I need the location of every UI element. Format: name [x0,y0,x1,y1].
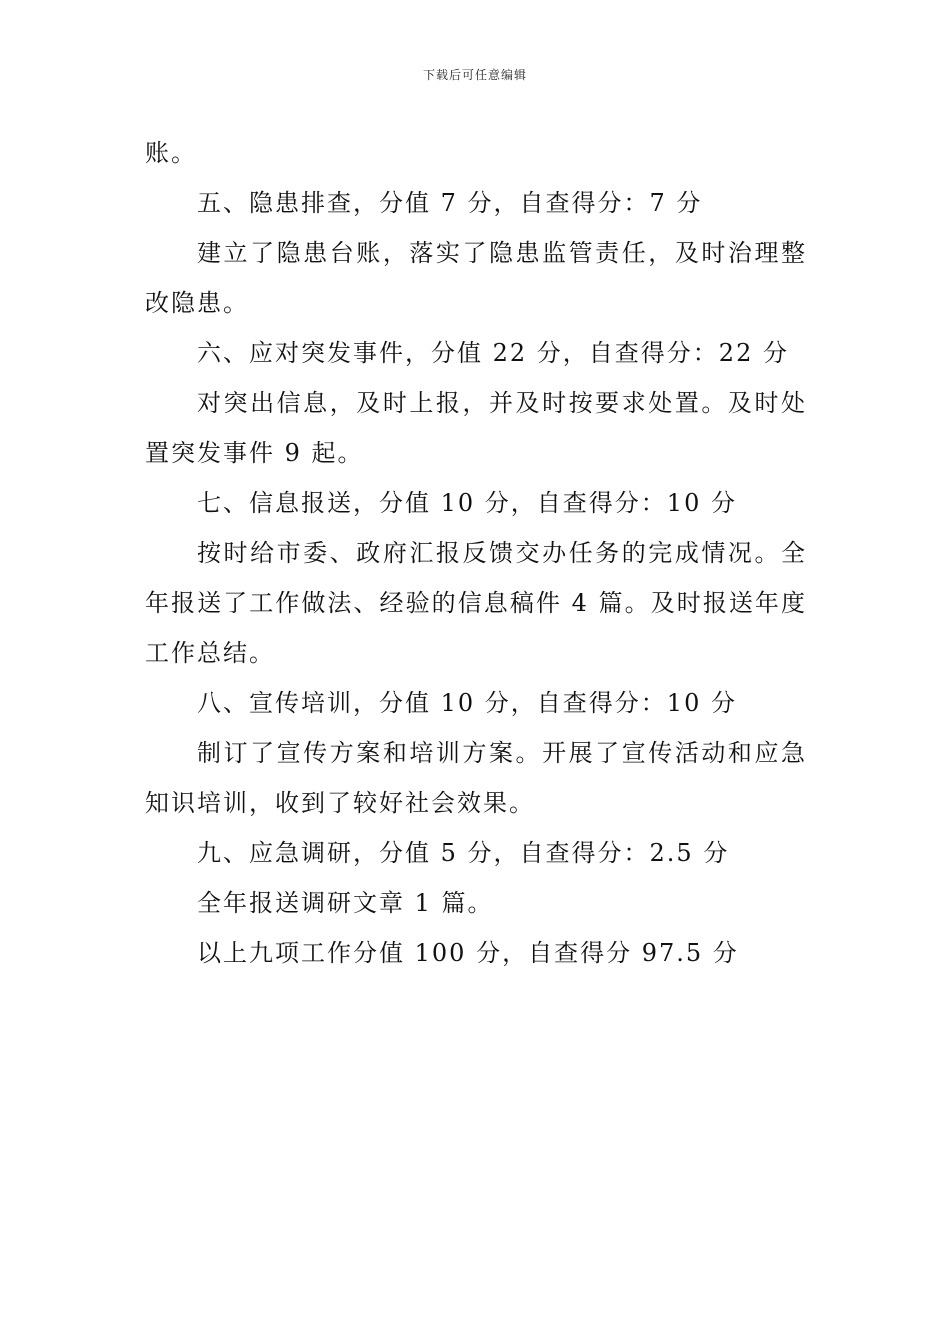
paragraph-continuation: 账。 [145,139,197,167]
section-body-6: 对突出信息，及时上报，并及时按要求处置。及时处置突发事件 9 起。 [145,389,807,467]
section-heading-8: 八、宣传培训，分值 10 分，自查得分：10 分 [197,689,737,717]
section-body-8: 制订了宣传方案和培训方案。开展了宣传活动和应急知识培训，收到了较好社会效果。 [145,739,807,817]
section-heading-7: 七、信息报送，分值 10 分，自查得分：10 分 [197,489,737,517]
section-body-5: 建立了隐患台账，落实了隐患监管责任，及时治理整改隐患。 [145,239,807,317]
section-heading-5: 五、隐患排查，分值 7 分，自查得分：7 分 [197,189,703,217]
page-header: 下载后可任意编辑 [422,68,527,82]
section-heading-6: 六、应对突发事件，分值 22 分，自查得分：22 分 [197,339,789,367]
document-body [145,128,807,978]
section-body-9: 全年报送调研文章 1 篇。 [197,889,494,917]
section-heading-9: 九、应急调研，分值 5 分，自查得分：2.5 分 [197,839,730,867]
section-body-7: 按时给市委、政府汇报反馈交办任务的完成情况。全年报送了工作做法、经验的信息稿件 4 篇。及时报送年度工作总结。 [145,539,807,667]
summary-paragraph: 以上九项工作分值 100 分，自查得分 97.5 分 [197,939,739,967]
